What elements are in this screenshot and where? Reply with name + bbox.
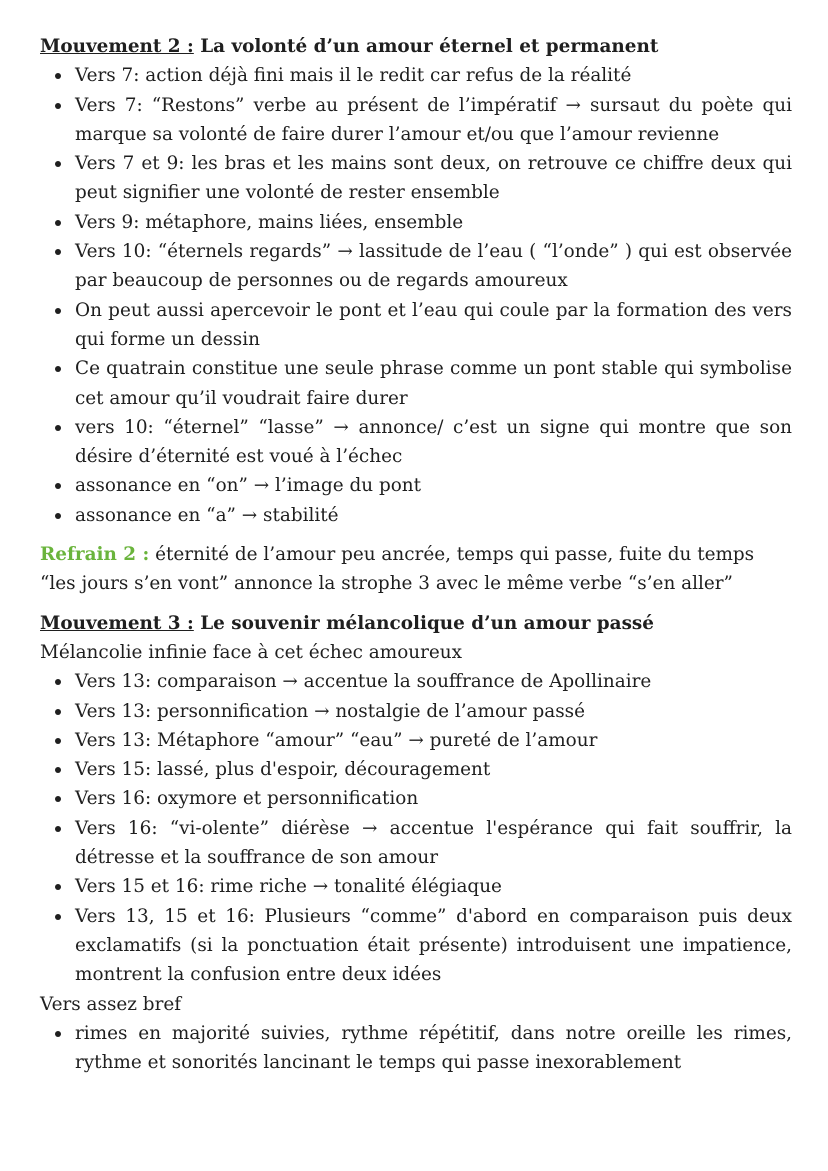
section-3-heading bbox=[40, 609, 792, 638]
section-3-subheading: Vers assez bref bbox=[40, 993, 182, 1015]
list-item: Vers 7: action déjà fini mais il le redit car refus de la réalité bbox=[75, 61, 792, 90]
section-3-title: Le souvenir mélancolique d’un amour passé bbox=[193, 612, 654, 634]
list-item: assonance en “a” → stabilité bbox=[75, 501, 792, 530]
list-item: rimes en majorité suivies, rythme répétitif, dans notre oreille les rimes, rythme et sonorités lancinant le temps qui passe inexorablement bbox=[75, 1019, 792, 1078]
section-2-heading bbox=[40, 32, 792, 61]
list-item: vers 10: “éternel” “lasse” → annonce/ c’est un signe qui montre que son désire d’éternité est voué à l’échec bbox=[75, 413, 792, 472]
refrain-2-lead: Refrain 2 : bbox=[40, 544, 150, 566]
list-item: Vers 13: comparaison → accentue la souffrance de Apollinaire bbox=[75, 667, 792, 696]
refrain-2-text: éternité de l’amour peu ancrée, temps qui passe, fuite du temps bbox=[149, 544, 755, 566]
list-item: On peut aussi apercevoir le pont et l’eau qui coule par la formation des vers qui forme un dessin bbox=[75, 296, 792, 355]
list-item: Vers 13: Métaphore “amour” “eau” → pureté de l’amour bbox=[75, 726, 792, 755]
list-item: Vers 15: lassé, plus d'espoir, découragement bbox=[75, 755, 792, 784]
section-3-sub-bullet-list bbox=[40, 1019, 792, 1078]
list-item: Vers 10: “éternels regards” → lassitude de l’eau ( “l’onde” ) qui est observée par beaucoup de personnes ou de regards amoureux bbox=[75, 237, 792, 296]
list-item: Vers 7: “Restons” verbe au présent de l’impératif → sursaut du poète qui marque sa volonté de faire durer l’amour et/ou que l’amour revienne bbox=[75, 91, 792, 150]
list-item: Ce quatrain constitue une seule phrase comme un pont stable qui symbolise cet amour qu’il voudrait faire durer bbox=[75, 354, 792, 413]
section-3-bullet-list bbox=[40, 667, 792, 989]
list-item: Vers 13: personnification → nostalgie de l’amour passé bbox=[75, 697, 792, 726]
section-2-lead: Mouvement 2 : bbox=[40, 36, 194, 57]
list-item: Vers 16: “vi-olente” diérèse → accentue l'espérance qui fait souffrir, la détresse et la souffrance de son amour bbox=[75, 814, 792, 873]
list-item: Vers 9: métaphore, mains liées, ensemble bbox=[75, 208, 792, 237]
list-item: Vers 15 et 16: rime riche → tonalité élégiaque bbox=[75, 872, 792, 901]
list-item: Vers 7 et 9: les bras et les mains sont deux, on retrouve ce chiffre deux qui peut signifier une volonté de rester ensemble bbox=[75, 149, 792, 208]
refrain-2-paragraph bbox=[40, 540, 792, 569]
refrain-2-line-2: “les jours s’en vont” annonce la strophe 3 avec le même verbe “s’en aller” bbox=[40, 573, 733, 595]
document-page bbox=[40, 32, 792, 1077]
section-2-bullet-list bbox=[40, 61, 792, 530]
section-3-intro: Mélancolie infinie face à cet échec amoureux bbox=[40, 641, 463, 663]
list-item: assonance en “on” → l’image du pont bbox=[75, 471, 792, 500]
list-item: Vers 13, 15 et 16: Plusieurs “comme” d'abord en comparaison puis deux exclamatifs (si la ponctuation était présente) introduisent une impatience, montrent la confusion entre deux idées bbox=[75, 902, 792, 990]
section-2-title: La volonté d’un amour éternel et permanent bbox=[193, 36, 659, 57]
section-3-lead: Mouvement 3 : bbox=[40, 612, 194, 634]
list-item: Vers 16: oxymore et personnification bbox=[75, 784, 792, 813]
